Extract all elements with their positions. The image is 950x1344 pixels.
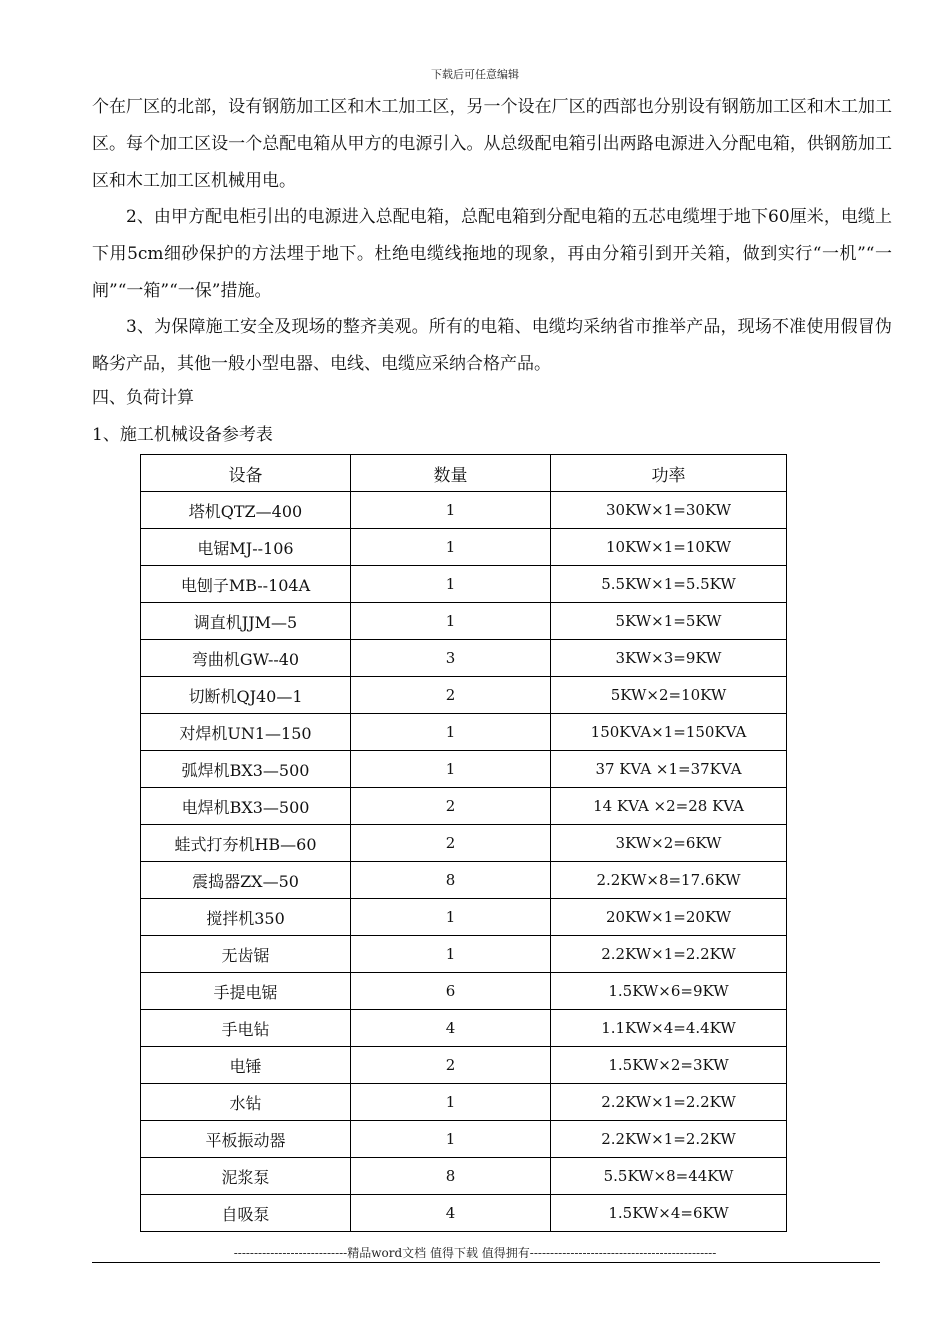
cell-quantity: 1 <box>351 751 551 788</box>
cell-equipment: 电锯MJ--106 <box>141 529 351 566</box>
cell-power: 1.5KW×2=3KW <box>551 1047 787 1084</box>
cell-power: 2.2KW×8=17.6KW <box>551 862 787 899</box>
table-row <box>141 751 787 788</box>
cell-equipment: 对焊机UN1—150 <box>141 714 351 751</box>
paragraph-2: 2、由甲方配电柜引出的电源进入总配电箱，总配电箱到分配电箱的五芯电缆埋于地下60厘米，电缆上下用5cm细砂保护的方法埋于地下。杜绝电缆线拖地的现象，再由分箱引到开关箱，做到实行“一机”“一闸”“一箱”“一保”措施。 <box>92 207 892 301</box>
cell-equipment: 无齿锯 <box>141 936 351 973</box>
cell-quantity: 2 <box>351 788 551 825</box>
cell-power: 14 KVA ×2=28 KVA <box>551 788 787 825</box>
table-row <box>141 973 787 1010</box>
cell-quantity: 8 <box>351 862 551 899</box>
footer-rule <box>92 1262 880 1263</box>
paragraph-1: 个在厂区的北部，设有钢筋加工区和木工加工区，另一个设在厂区的西部也分别设有钢筋加工区和木工加工区。每个加工区设一个总配电箱从甲方的电源引入。从总级配电箱引出两路电源进入分配电箱，供钢筋加工区和木工加工区机械用电。 <box>92 97 892 191</box>
header-power: 功率 <box>551 455 787 492</box>
table-row <box>141 714 787 751</box>
cell-equipment: 电刨子MB--104A <box>141 566 351 603</box>
cell-equipment: 电焊机BX3—500 <box>141 788 351 825</box>
cell-power: 2.2KW×1=2.2KW <box>551 1084 787 1121</box>
cell-equipment: 蛙式打夯机HB—60 <box>141 825 351 862</box>
cell-equipment: 手提电锯 <box>141 973 351 1010</box>
cell-quantity: 8 <box>351 1158 551 1195</box>
table-row <box>141 862 787 899</box>
cell-power: 20KW×1=20KW <box>551 899 787 936</box>
cell-equipment: 平板振动器 <box>141 1121 351 1158</box>
cell-quantity: 6 <box>351 973 551 1010</box>
cell-equipment: 电锤 <box>141 1047 351 1084</box>
cell-equipment: 水钻 <box>141 1084 351 1121</box>
cell-quantity: 4 <box>351 1195 551 1232</box>
cell-power: 3KW×2=6KW <box>551 825 787 862</box>
cell-quantity: 1 <box>351 1121 551 1158</box>
cell-equipment: 弯曲机GW--40 <box>141 640 351 677</box>
table-row <box>141 1121 787 1158</box>
table-row <box>141 677 787 714</box>
cell-power: 2.2KW×1=2.2KW <box>551 936 787 973</box>
cell-power: 150KVA×1=150KVA <box>551 714 787 751</box>
cell-power: 37 KVA ×1=37KVA <box>551 751 787 788</box>
header-equipment: 设备 <box>141 455 351 492</box>
table-row <box>141 1047 787 1084</box>
cell-equipment: 自吸泵 <box>141 1195 351 1232</box>
cell-power: 5KW×2=10KW <box>551 677 787 714</box>
cell-quantity: 1 <box>351 529 551 566</box>
table-row <box>141 603 787 640</box>
section-heading: 四、负荷计算 <box>92 388 194 408</box>
cell-quantity: 1 <box>351 566 551 603</box>
cell-power: 30KW×1=30KW <box>551 492 787 529</box>
cell-power: 5KW×1=5KW <box>551 603 787 640</box>
table-row <box>141 788 787 825</box>
table-row <box>141 899 787 936</box>
table-row <box>141 1084 787 1121</box>
cell-equipment: 震捣器ZX—50 <box>141 862 351 899</box>
table-row <box>141 529 787 566</box>
cell-quantity: 2 <box>351 1047 551 1084</box>
header-quantity: 数量 <box>351 455 551 492</box>
cell-equipment: 泥浆泵 <box>141 1158 351 1195</box>
cell-quantity: 1 <box>351 603 551 640</box>
cell-quantity: 1 <box>351 492 551 529</box>
paragraph-3: 3、为保障施工安全及现场的整齐美观。所有的电箱、电缆均采纳省市推举产品，现场不准使用假冒伪略劣产品，其他一般小型电器、电线、电缆应采纳合格产品。 <box>92 317 892 374</box>
cell-quantity: 3 <box>351 640 551 677</box>
cell-quantity: 2 <box>351 825 551 862</box>
cell-equipment: 搅拌机350 <box>141 899 351 936</box>
footer-text: ----------------------------精品word文档 值得下载 值得拥有---------------------------------------------- <box>233 1246 717 1260</box>
cell-quantity: 1 <box>351 714 551 751</box>
equipment-table <box>140 454 787 1232</box>
table-row <box>141 566 787 603</box>
table-row <box>141 1010 787 1047</box>
cell-quantity: 1 <box>351 899 551 936</box>
table-row <box>141 825 787 862</box>
cell-equipment: 手电钻 <box>141 1010 351 1047</box>
cell-quantity: 2 <box>351 677 551 714</box>
cell-quantity: 4 <box>351 1010 551 1047</box>
cell-power: 5.5KW×1=5.5KW <box>551 566 787 603</box>
cell-equipment: 弧焊机BX3—500 <box>141 751 351 788</box>
table-row <box>141 492 787 529</box>
cell-power: 1.5KW×4=6KW <box>551 1195 787 1232</box>
cell-quantity: 1 <box>351 1084 551 1121</box>
table-row <box>141 1195 787 1232</box>
cell-equipment: 塔机QTZ—400 <box>141 492 351 529</box>
cell-power: 1.5KW×6=9KW <box>551 973 787 1010</box>
header-note: 下载后可任意编辑 <box>431 68 519 81</box>
table-row <box>141 936 787 973</box>
cell-power: 10KW×1=10KW <box>551 529 787 566</box>
cell-equipment: 调直机JJM—5 <box>141 603 351 640</box>
table-body <box>141 492 787 1232</box>
cell-quantity: 1 <box>351 936 551 973</box>
cell-power: 1.1KW×4=4.4KW <box>551 1010 787 1047</box>
cell-power: 2.2KW×1=2.2KW <box>551 1121 787 1158</box>
table-row <box>141 1158 787 1195</box>
cell-power: 5.5KW×8=44KW <box>551 1158 787 1195</box>
table-header-row <box>141 455 787 492</box>
cell-power: 3KW×3=9KW <box>551 640 787 677</box>
cell-equipment: 切断机QJ40—1 <box>141 677 351 714</box>
table-row <box>141 640 787 677</box>
table-heading: 1、施工机械设备参考表 <box>92 425 273 445</box>
